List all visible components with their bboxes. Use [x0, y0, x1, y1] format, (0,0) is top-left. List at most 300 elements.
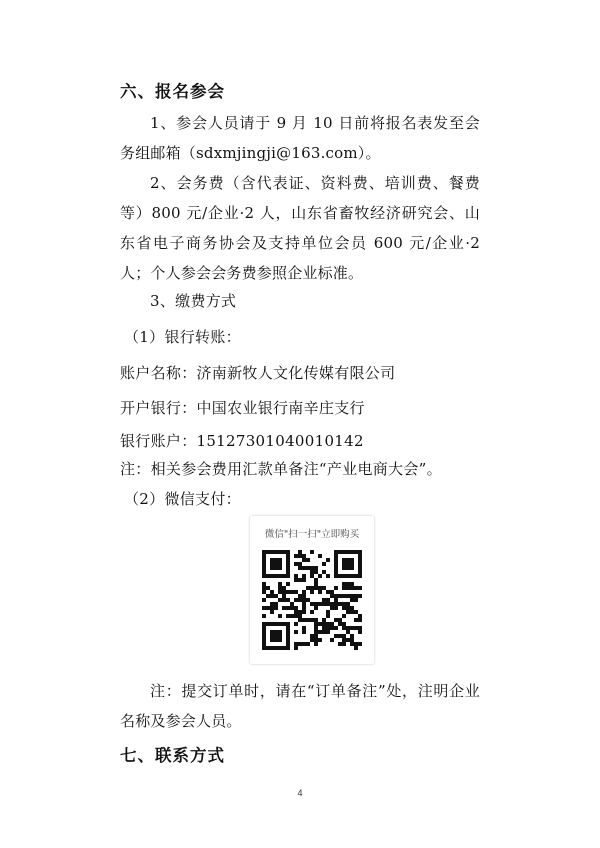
qr-module [294, 630, 298, 634]
qr-module [298, 578, 302, 582]
qr-module [262, 574, 266, 578]
qr-module [298, 618, 302, 622]
qr-module [350, 582, 354, 586]
qr-module [314, 586, 318, 590]
qr-module [318, 630, 322, 634]
qr-module [334, 598, 338, 602]
qr-module [270, 630, 274, 634]
qr-module [354, 626, 358, 630]
qr-module [326, 558, 330, 562]
qr-module [282, 594, 286, 598]
qr-module [278, 562, 282, 566]
qr-module [334, 626, 338, 630]
qr-module [354, 574, 358, 578]
qr-module [358, 550, 362, 554]
qr-module [282, 586, 286, 590]
qr-module [294, 562, 298, 566]
qr-module [266, 550, 270, 554]
qr-module [334, 574, 338, 578]
wechat-qr-card[interactable] [250, 516, 374, 664]
qr-module [302, 554, 306, 558]
qr-module [330, 626, 334, 630]
qr-module [358, 574, 362, 578]
qr-module [330, 638, 334, 642]
page-number: 4 [297, 788, 303, 798]
qr-module [274, 594, 278, 598]
qr-module [306, 586, 310, 590]
qr-module [262, 634, 266, 638]
qr-module [342, 638, 346, 642]
registration-email-paragraph: 1、参会人员请于 9 月 10 日前将报名表发至会务组邮箱（sdxmjingji@163.com）。 [120, 114, 480, 162]
fee-paragraph: 2、会务费（含代表证、资料费、培训费、餐费等）800 元/企业·2 人，山东省畜牧经济研究会、山东省电子商务协会及支持单位会员 600 元/企业·2 人；个人参会会务费参照企业标准。 [120, 174, 480, 282]
qr-module [262, 638, 266, 642]
qr-module [342, 614, 346, 618]
qr-module [278, 598, 282, 602]
qr-module [266, 586, 270, 590]
qr-module [346, 586, 350, 590]
qr-module [282, 550, 286, 554]
qr-module [342, 586, 346, 590]
qr-module [286, 606, 290, 610]
qr-module [302, 558, 306, 562]
qr-module [338, 634, 342, 638]
qr-module [350, 574, 354, 578]
qr-module [286, 622, 290, 626]
qr-module [294, 606, 298, 610]
qr-module [266, 646, 270, 650]
qr-module [278, 550, 282, 554]
qr-module [282, 606, 286, 610]
qr-module [346, 602, 350, 606]
qr-module [286, 566, 290, 570]
qr-module [342, 622, 346, 626]
qr-module [358, 558, 362, 562]
qr-module [294, 622, 298, 626]
qr-module [346, 550, 350, 554]
qr-module [262, 570, 266, 574]
qr-module [338, 642, 342, 646]
qr-module [286, 562, 290, 566]
qr-module [342, 562, 346, 566]
qr-module [314, 642, 318, 646]
qr-module [274, 566, 278, 570]
qr-module [262, 566, 266, 570]
qr-module [334, 594, 338, 598]
qr-module [314, 622, 318, 626]
qr-module [346, 562, 350, 566]
qr-module [306, 558, 310, 562]
qr-module [298, 598, 302, 602]
qr-module [322, 598, 326, 602]
qr-module [350, 626, 354, 630]
qr-module [326, 590, 330, 594]
qr-module [274, 646, 278, 650]
qr-module [302, 598, 306, 602]
qr-module [334, 570, 338, 574]
qr-module [278, 634, 282, 638]
qr-module [310, 590, 314, 594]
qr-module [358, 586, 362, 590]
qr-module [342, 602, 346, 606]
qr-module [274, 574, 278, 578]
qr-module [354, 550, 358, 554]
qr-module [338, 594, 342, 598]
qr-module [282, 622, 286, 626]
qr-module [350, 598, 354, 602]
qr-module [270, 602, 274, 606]
qr-module [270, 550, 274, 554]
qr-module [342, 558, 346, 562]
qr-module [278, 590, 282, 594]
qr-module [354, 594, 358, 598]
qr-module [278, 582, 282, 586]
qr-module [326, 602, 330, 606]
qr-module [270, 566, 274, 570]
qr-module [262, 646, 266, 650]
qr-module [314, 606, 318, 610]
qr-module [342, 594, 346, 598]
qr-module [302, 594, 306, 598]
qr-module [314, 634, 318, 638]
qr-module [350, 594, 354, 598]
qr-module [270, 646, 274, 650]
qr-module [270, 590, 274, 594]
qr-module [302, 630, 306, 634]
qr-module [358, 562, 362, 566]
qr-module [282, 574, 286, 578]
qr-module [338, 574, 342, 578]
qr-module [262, 590, 266, 594]
qr-module [278, 574, 282, 578]
qr-module [322, 618, 326, 622]
qr-module [342, 574, 346, 578]
qr-module [270, 606, 274, 610]
qr-module [318, 554, 322, 558]
qr-module [318, 638, 322, 642]
qr-caption: 微信"扫一扫"立即购买 [264, 529, 360, 540]
qr-module [298, 614, 302, 618]
qr-module [298, 550, 302, 554]
qr-module [354, 618, 358, 622]
bank-remark-note: 注：相关参会费用汇款单备注“产业电商大会”。 [120, 460, 442, 478]
qr-module [342, 626, 346, 630]
qr-module [306, 618, 310, 622]
qr-module [302, 642, 306, 646]
qr-module [290, 614, 294, 618]
qr-module [306, 642, 310, 646]
qr-module [314, 582, 318, 586]
qr-module [318, 586, 322, 590]
qr-module [266, 574, 270, 578]
bank-name-line: 开户银行：中国农业银行南辛庄支行 [120, 399, 365, 417]
qr-module [342, 550, 346, 554]
qr-module [338, 622, 342, 626]
qr-module [346, 566, 350, 570]
qr-module [350, 566, 354, 570]
qr-module [274, 562, 278, 566]
qr-module [314, 618, 318, 622]
qr-module [354, 646, 358, 650]
qr-module [310, 570, 314, 574]
qr-module [310, 566, 314, 570]
qr-module [322, 586, 326, 590]
qr-module [346, 558, 350, 562]
qr-module [310, 638, 314, 642]
qr-module [322, 626, 326, 630]
payment-method-title: 3、缴费方式 [150, 292, 237, 310]
qr-module [270, 622, 274, 626]
qr-module [286, 642, 290, 646]
qr-module [342, 582, 346, 586]
qr-module [358, 626, 362, 630]
qr-module [274, 634, 278, 638]
qr-module [318, 574, 322, 578]
qr-module [358, 554, 362, 558]
qr-module [310, 634, 314, 638]
qr-module [326, 574, 330, 578]
qr-module [282, 590, 286, 594]
qr-module [286, 646, 290, 650]
qr-module [278, 630, 282, 634]
qr-module [298, 642, 302, 646]
bank-transfer-heading: （1）银行转账： [124, 328, 241, 346]
account-number-line: 银行账户：15127301040010142 [120, 432, 364, 450]
qr-module [270, 638, 274, 642]
section-seven-heading: 七、联系方式 [120, 746, 225, 765]
qr-module [298, 554, 302, 558]
qr-module [266, 594, 270, 598]
qr-module [330, 602, 334, 606]
qr-module [294, 646, 298, 650]
qr-module [342, 642, 346, 646]
qr-module [294, 554, 298, 558]
qr-module [334, 602, 338, 606]
qr-module [286, 638, 290, 642]
qr-module [326, 622, 330, 626]
qr-module [326, 598, 330, 602]
qr-module [278, 566, 282, 570]
qr-module [290, 590, 294, 594]
qr-module [334, 606, 338, 610]
wechat-pay-heading: （2）微信支付： [124, 490, 241, 508]
qr-module [326, 630, 330, 634]
qr-module [330, 606, 334, 610]
qr-module [330, 594, 334, 598]
qr-module [322, 562, 326, 566]
qr-module [338, 550, 342, 554]
qr-module [310, 586, 314, 590]
qr-module [358, 614, 362, 618]
qr-module [338, 618, 342, 622]
qr-module [286, 630, 290, 634]
qr-module [286, 634, 290, 638]
qr-module [262, 630, 266, 634]
qr-module [322, 622, 326, 626]
qr-module [294, 610, 298, 614]
qr-module [262, 550, 266, 554]
qr-module [354, 610, 358, 614]
qr-module [286, 590, 290, 594]
qr-module [350, 558, 354, 562]
qr-module [322, 630, 326, 634]
qr-module [314, 638, 318, 642]
qr-module [326, 614, 330, 618]
qr-module [302, 626, 306, 630]
qr-module [286, 582, 290, 586]
qr-module [334, 558, 338, 562]
qr-module [334, 550, 338, 554]
qr-module [350, 610, 354, 614]
qr-module [302, 610, 306, 614]
qr-module [274, 622, 278, 626]
qr-module [262, 554, 266, 558]
order-remark-note: 注：提交订单时，请在“订单备注”处，注明企业名称及参会人员。 [120, 682, 480, 730]
qr-module [270, 574, 274, 578]
qr-module [262, 626, 266, 630]
qr-module [322, 570, 326, 574]
qr-module [358, 630, 362, 634]
qr-module [298, 610, 302, 614]
qr-module [298, 594, 302, 598]
qr-module [342, 606, 346, 610]
qr-module [310, 618, 314, 622]
qr-module [270, 558, 274, 562]
qr-module [306, 598, 310, 602]
qr-module [262, 642, 266, 646]
qr-module [350, 562, 354, 566]
qr-module [278, 638, 282, 642]
qr-module [346, 610, 350, 614]
qr-module [346, 582, 350, 586]
qr-module [314, 626, 318, 630]
qr-module [286, 626, 290, 630]
qr-module [282, 598, 286, 602]
qr-module [346, 638, 350, 642]
qr-module [262, 582, 266, 586]
qr-module [262, 622, 266, 626]
qr-module [262, 586, 266, 590]
qr-module [270, 562, 274, 566]
qr-module [262, 598, 266, 602]
qr-module [334, 554, 338, 558]
qr-module [286, 598, 290, 602]
qr-module [330, 590, 334, 594]
qr-module [274, 630, 278, 634]
qr-module [278, 622, 282, 626]
qr-module [342, 634, 346, 638]
qr-module [266, 622, 270, 626]
qr-module [354, 642, 358, 646]
qr-module [350, 550, 354, 554]
qr-module [314, 570, 318, 574]
qr-module [278, 586, 282, 590]
qr-module [274, 606, 278, 610]
qr-module [278, 558, 282, 562]
qr-module [334, 634, 338, 638]
qr-module [354, 598, 358, 602]
qr-module [270, 610, 274, 614]
qr-module [262, 562, 266, 566]
section-six-heading: 六、报名参会 [120, 82, 225, 101]
qr-module [286, 574, 290, 578]
qr-module [294, 642, 298, 646]
qr-module [290, 606, 294, 610]
qr-module [286, 614, 290, 618]
qr-module [310, 550, 314, 554]
qr-module [294, 598, 298, 602]
qr-module [358, 594, 362, 598]
qr-module [314, 602, 318, 606]
qr-module [286, 554, 290, 558]
qr-module [302, 618, 306, 622]
qr-module [342, 566, 346, 570]
qr-module [294, 574, 298, 578]
qr-module [274, 558, 278, 562]
qr-module [278, 646, 282, 650]
qr-module [266, 606, 270, 610]
qr-module [334, 566, 338, 570]
qr-module [358, 642, 362, 646]
qr-module [298, 562, 302, 566]
qr-module [286, 570, 290, 574]
account-name-line: 账户名称：济南新牧人文化传媒有限公司 [120, 364, 396, 382]
qr-module [338, 602, 342, 606]
qr-module [306, 566, 310, 570]
qr-module [294, 590, 298, 594]
qr-module [350, 634, 354, 638]
qr-module [318, 590, 322, 594]
qr-module [358, 570, 362, 574]
qr-module [354, 586, 358, 590]
qr-module [346, 606, 350, 610]
qr-module [286, 550, 290, 554]
qr-module [282, 646, 286, 650]
qr-module [334, 562, 338, 566]
qr-module [294, 578, 298, 582]
qr-module [262, 558, 266, 562]
qr-module [274, 638, 278, 642]
qr-module [314, 566, 318, 570]
qr-module [302, 602, 306, 606]
qr-module [326, 610, 330, 614]
qr-module [262, 614, 266, 618]
qr-module [350, 586, 354, 590]
qr-module [310, 602, 314, 606]
qr-code-icon[interactable] [262, 550, 362, 650]
qr-module [314, 630, 318, 634]
qr-module [290, 602, 294, 606]
qr-module [326, 626, 330, 630]
qr-module [346, 630, 350, 634]
qr-module [298, 566, 302, 570]
qr-module [286, 558, 290, 562]
qr-module [314, 578, 318, 582]
qr-module [318, 602, 322, 606]
qr-module [330, 622, 334, 626]
qr-module [350, 606, 354, 610]
qr-module [302, 590, 306, 594]
qr-module [302, 578, 306, 582]
qr-module [334, 618, 338, 622]
qr-module [294, 614, 298, 618]
qr-module [302, 566, 306, 570]
qr-module [310, 574, 314, 578]
qr-module [274, 602, 278, 606]
qr-module [350, 642, 354, 646]
qr-module [358, 618, 362, 622]
qr-module [318, 622, 322, 626]
qr-module [270, 634, 274, 638]
